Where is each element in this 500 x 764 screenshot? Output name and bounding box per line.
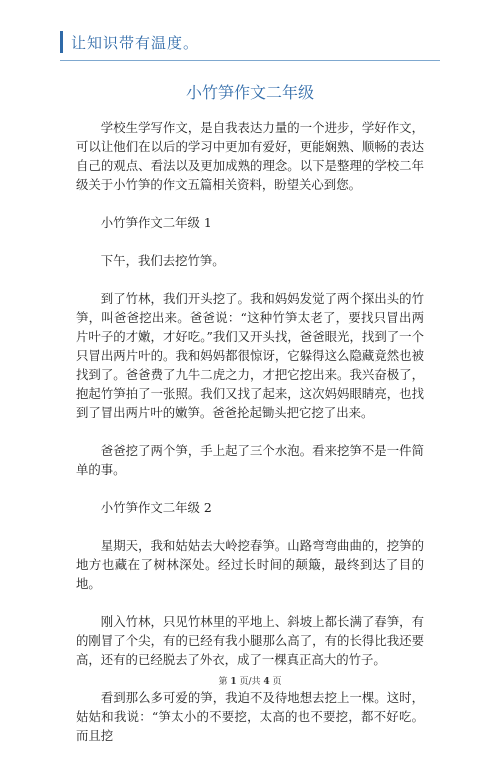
page-current: 1 (230, 677, 237, 687)
paragraph: 到了竹林，我们开头挖了。我和妈妈发觉了两个探出头的竹笋，叫爸爸挖出来。爸爸说：“这种竹笋太老了，要找只冒出两片叶子的才嫩，才好吃。”我们又开头找，爸爸眼光，找到了一个只冒出两片叶的。我和妈妈都很惊讶，它躲得这么隐藏竟然也被找到了。爸爸费了九牛二虎之力，才把它挖出来。我兴奋极了，抱起竹笋拍了一张照。我们又找了起来，这次妈妈眼睛亮，也找到了冒出两片叶的嫩笋。爸爸抡起锄头把它挖了出来。 (76, 291, 424, 420)
page-suffix: 页 (272, 677, 282, 687)
paragraph: 下午，我们去挖竹笋。 (100, 253, 225, 268)
page-mid: 页/共 (239, 677, 261, 687)
page-header (60, 30, 199, 54)
section-heading: 小竹笋作文二年级 1 (100, 215, 212, 230)
section-heading: 小竹笋作文二年级 2 (100, 500, 212, 515)
header-slogan: 让知识带有温度。 (71, 33, 200, 52)
paragraph: 看到那么多可爱的笋，我迫不及待地想去挖上一棵。这时，姑姑和我说：“笋太小的不要挖，太高的也不要挖，都不好吃。而且挖 (76, 690, 424, 743)
paragraph: 学校生学写作文，是自我表达力量的一个进步，学好作文，可以让他们在以后的学习中更加有爱好，更能娴熟、顺畅的表达自己的观点、看法以及更加成熟的理念。以下是整理的学校二年级关于小竹笋的作文五篇相关资料，盼望关心到您。 (76, 120, 424, 192)
page-number (0, 674, 500, 687)
document-title: 小竹笋作文二年级 (185, 83, 314, 102)
header-accent-bar (60, 31, 63, 53)
document-body (76, 118, 424, 764)
page-total: 4 (263, 677, 270, 687)
paragraph: 刚入竹林，只见竹林里的平地上、斜坡上都长满了春笋，有的刚冒了个尖，有的已经有我小腿那么高了，有的长得比我还要高，还有的已经脱去了外衣，成了一棵真正高大的竹子。 (76, 614, 424, 667)
paragraph: 星期天，我和姑姑去大岭挖春笋。山路弯弯曲曲的，挖笋的地方也藏在了树林深处。经过长时间的颠簸，最终到达了目的地。 (76, 538, 424, 591)
paragraph: 爸爸挖了两个笋，手上起了三个水泡。看来挖笋不是一件简单的事。 (76, 443, 424, 477)
page-prefix: 第 (218, 677, 228, 687)
header-divider (60, 60, 440, 61)
